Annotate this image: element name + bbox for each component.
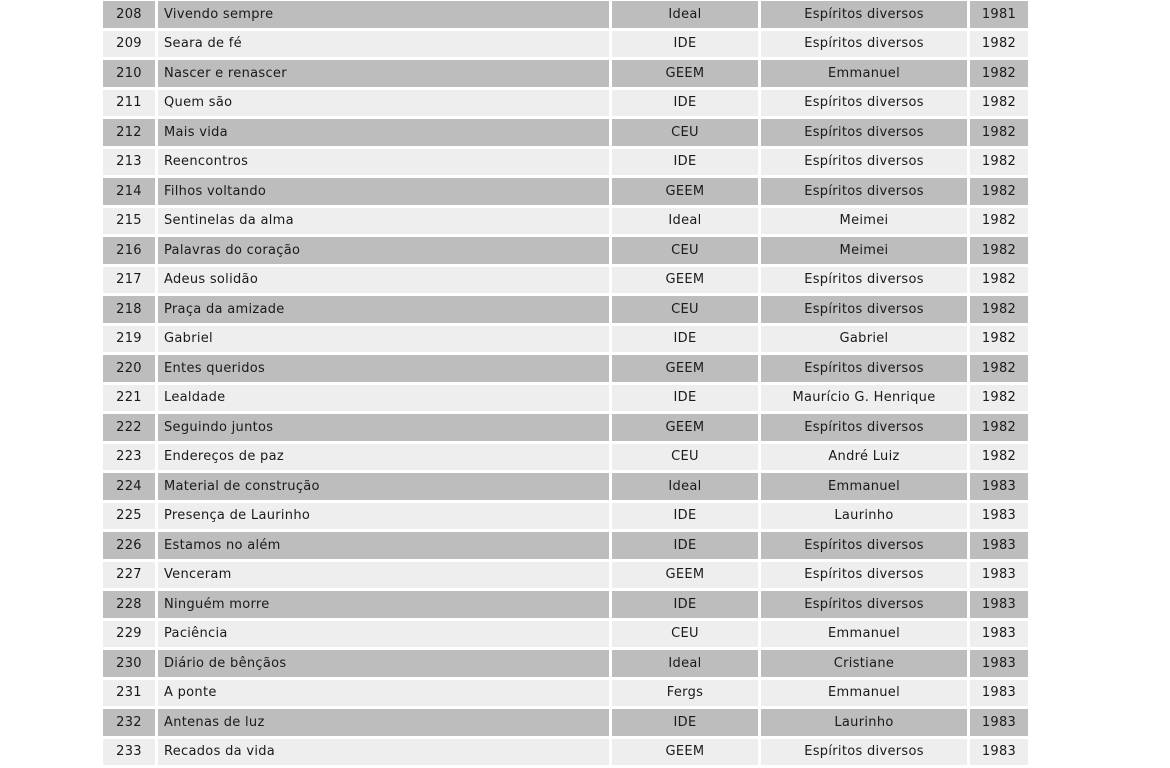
publisher: IDE — [612, 90, 758, 117]
publisher: Ideal — [612, 473, 758, 500]
year: 1982 — [970, 326, 1028, 353]
book-title: Entes queridos — [158, 355, 609, 382]
author: Meimei — [761, 208, 967, 235]
book-title: Seara de fé — [158, 31, 609, 58]
row-number: 233 — [103, 739, 155, 766]
book-title: Ninguém morre — [158, 591, 609, 618]
row-number: 232 — [103, 709, 155, 736]
book-list-table — [100, 0, 1031, 768]
author: Espíritos diversos — [761, 31, 967, 58]
table-row — [103, 414, 1028, 441]
publisher: IDE — [612, 709, 758, 736]
book-title: Presença de Laurinho — [158, 503, 609, 530]
table-row — [103, 621, 1028, 648]
publisher: CEU — [612, 621, 758, 648]
publisher: GEEM — [612, 178, 758, 205]
row-number: 212 — [103, 119, 155, 146]
year: 1982 — [970, 208, 1028, 235]
row-number: 214 — [103, 178, 155, 205]
publisher: CEU — [612, 119, 758, 146]
year: 1982 — [970, 385, 1028, 412]
table-row — [103, 60, 1028, 87]
year: 1983 — [970, 621, 1028, 648]
row-number: 208 — [103, 1, 155, 28]
table-row — [103, 591, 1028, 618]
year: 1983 — [970, 503, 1028, 530]
publisher: IDE — [612, 532, 758, 559]
publisher: IDE — [612, 31, 758, 58]
book-title: Nascer e renascer — [158, 60, 609, 87]
year: 1983 — [970, 591, 1028, 618]
publisher: IDE — [612, 149, 758, 176]
author: Laurinho — [761, 503, 967, 530]
row-number: 218 — [103, 296, 155, 323]
year: 1982 — [970, 296, 1028, 323]
book-title: Seguindo juntos — [158, 414, 609, 441]
row-number: 227 — [103, 562, 155, 589]
author: Emmanuel — [761, 473, 967, 500]
author: Espíritos diversos — [761, 591, 967, 618]
year: 1982 — [970, 237, 1028, 264]
row-number: 217 — [103, 267, 155, 294]
author: Espíritos diversos — [761, 355, 967, 382]
author: Emmanuel — [761, 621, 967, 648]
year: 1982 — [970, 267, 1028, 294]
author: Espíritos diversos — [761, 532, 967, 559]
book-title: Venceram — [158, 562, 609, 589]
book-title: Filhos voltando — [158, 178, 609, 205]
book-title: Gabriel — [158, 326, 609, 353]
year: 1983 — [970, 680, 1028, 707]
table-row — [103, 208, 1028, 235]
publisher: Fergs — [612, 680, 758, 707]
year: 1983 — [970, 562, 1028, 589]
author: Espíritos diversos — [761, 562, 967, 589]
book-title: Antenas de luz — [158, 709, 609, 736]
table-row — [103, 178, 1028, 205]
table-row — [103, 119, 1028, 146]
book-title: Mais vida — [158, 119, 609, 146]
author: Espíritos diversos — [761, 119, 967, 146]
row-number: 231 — [103, 680, 155, 707]
book-title: Material de construção — [158, 473, 609, 500]
table-row — [103, 90, 1028, 117]
table-row — [103, 503, 1028, 530]
publisher: GEEM — [612, 562, 758, 589]
author: Laurinho — [761, 709, 967, 736]
book-list-body — [103, 1, 1028, 765]
year: 1983 — [970, 739, 1028, 766]
publisher: CEU — [612, 237, 758, 264]
year: 1982 — [970, 444, 1028, 471]
book-title: A ponte — [158, 680, 609, 707]
book-title: Palavras do coração — [158, 237, 609, 264]
book-title: Lealdade — [158, 385, 609, 412]
publisher: IDE — [612, 385, 758, 412]
author: Espíritos diversos — [761, 414, 967, 441]
table-row — [103, 326, 1028, 353]
year: 1982 — [970, 414, 1028, 441]
table-row — [103, 473, 1028, 500]
author: Meimei — [761, 237, 967, 264]
row-number: 219 — [103, 326, 155, 353]
table-row — [103, 385, 1028, 412]
year: 1982 — [970, 90, 1028, 117]
publisher: GEEM — [612, 739, 758, 766]
year: 1982 — [970, 149, 1028, 176]
publisher: CEU — [612, 296, 758, 323]
row-number: 213 — [103, 149, 155, 176]
year: 1982 — [970, 119, 1028, 146]
row-number: 210 — [103, 60, 155, 87]
row-number: 216 — [103, 237, 155, 264]
year: 1983 — [970, 532, 1028, 559]
book-title: Endereços de paz — [158, 444, 609, 471]
table-row — [103, 650, 1028, 677]
table-row — [103, 562, 1028, 589]
author: Espíritos diversos — [761, 149, 967, 176]
year: 1983 — [970, 650, 1028, 677]
table-row — [103, 709, 1028, 736]
row-number: 224 — [103, 473, 155, 500]
table-row — [103, 267, 1028, 294]
publisher: IDE — [612, 503, 758, 530]
row-number: 229 — [103, 621, 155, 648]
row-number: 211 — [103, 90, 155, 117]
book-title: Recados da vida — [158, 739, 609, 766]
table-row — [103, 355, 1028, 382]
publisher: GEEM — [612, 267, 758, 294]
book-title: Quem são — [158, 90, 609, 117]
author: Espíritos diversos — [761, 178, 967, 205]
book-title: Diário de bênçãos — [158, 650, 609, 677]
year: 1981 — [970, 1, 1028, 28]
row-number: 223 — [103, 444, 155, 471]
author: Espíritos diversos — [761, 90, 967, 117]
row-number: 225 — [103, 503, 155, 530]
publisher: IDE — [612, 326, 758, 353]
table-row — [103, 31, 1028, 58]
publisher: Ideal — [612, 208, 758, 235]
publisher: Ideal — [612, 650, 758, 677]
table-row — [103, 739, 1028, 766]
author: Espíritos diversos — [761, 1, 967, 28]
book-title: Paciência — [158, 621, 609, 648]
author: Cristiane — [761, 650, 967, 677]
author: Maurício G. Henrique — [761, 385, 967, 412]
row-number: 226 — [103, 532, 155, 559]
row-number: 230 — [103, 650, 155, 677]
book-title: Praça da amizade — [158, 296, 609, 323]
author: Gabriel — [761, 326, 967, 353]
row-number: 222 — [103, 414, 155, 441]
year: 1982 — [970, 31, 1028, 58]
publisher: CEU — [612, 444, 758, 471]
row-number: 228 — [103, 591, 155, 618]
year: 1983 — [970, 473, 1028, 500]
row-number: 220 — [103, 355, 155, 382]
table-row — [103, 1, 1028, 28]
publisher: GEEM — [612, 60, 758, 87]
author: Espíritos diversos — [761, 267, 967, 294]
author: André Luiz — [761, 444, 967, 471]
publisher: GEEM — [612, 355, 758, 382]
book-title: Adeus solidão — [158, 267, 609, 294]
table-row — [103, 149, 1028, 176]
table-row — [103, 532, 1028, 559]
row-number: 215 — [103, 208, 155, 235]
publisher: GEEM — [612, 414, 758, 441]
year: 1982 — [970, 355, 1028, 382]
author: Espíritos diversos — [761, 296, 967, 323]
table-row — [103, 296, 1028, 323]
publisher: Ideal — [612, 1, 758, 28]
year: 1982 — [970, 178, 1028, 205]
author: Emmanuel — [761, 680, 967, 707]
table-row — [103, 444, 1028, 471]
book-title: Sentinelas da alma — [158, 208, 609, 235]
book-title: Estamos no além — [158, 532, 609, 559]
author: Emmanuel — [761, 60, 967, 87]
publisher: IDE — [612, 591, 758, 618]
author: Espíritos diversos — [761, 739, 967, 766]
row-number: 209 — [103, 31, 155, 58]
row-number: 221 — [103, 385, 155, 412]
table-row — [103, 237, 1028, 264]
year: 1983 — [970, 709, 1028, 736]
year: 1982 — [970, 60, 1028, 87]
book-title: Vivendo sempre — [158, 1, 609, 28]
book-title: Reencontros — [158, 149, 609, 176]
table-row — [103, 680, 1028, 707]
